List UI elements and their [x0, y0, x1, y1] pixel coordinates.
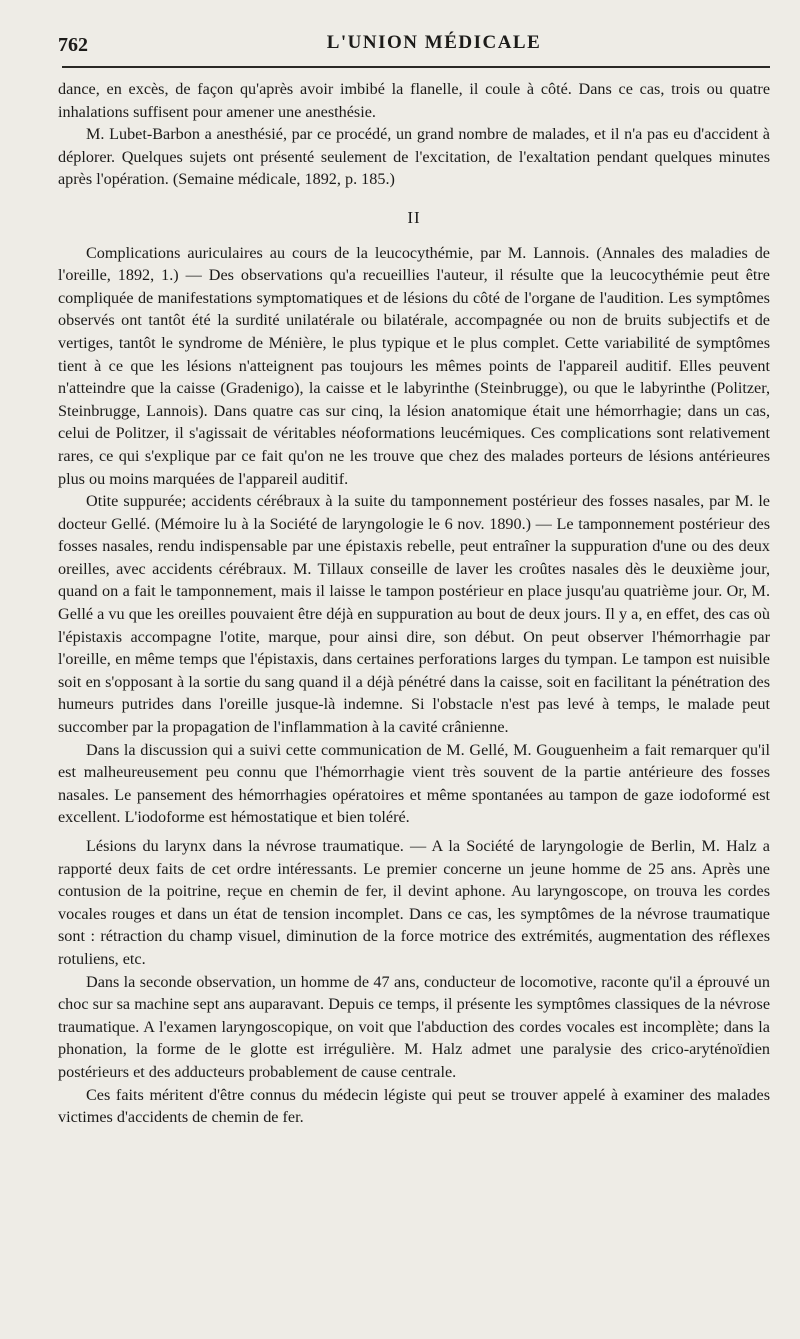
- paragraph-4: Otite suppurée; accidents cérébraux à la suite du tamponnement postérieur des fosses nasales, par M. le docteur Gellé. (Mémoire lu à la Société de laryngologie le 6 nov. 1890.) — Le tamponnement postérieur des fosses nasales, rendu indispensable par une épistaxis rebelle, peut entraîner la suppuration d'une ou des deux oreilles, avec accidents cérébraux. M. Tillaux conseille de laver les croûtes nasales dès le deuxième jour, quand on a fait le tamponnement, mais il laisse le tampon postérieur en place jusqu'au quatrième jour. Or, M. Gellé a vu que les oreilles pouvaient être déjà en suppuration au bout de deux jours. Il y a, en effet, des cas où l'épistaxis accompagne l'otite, marque, pour ainsi dire, son début. On peut observer l'hémorrhagie par l'oreille, en même temps que l'épistaxis, dans certaines perforations larges du tympan. Le tampon est nuisible soit en s'opposant à la sortie du sang quand il a déjà pénétré dans la caisse, soit en facilitant la pénétration des humeurs putrides dans l'oreille jusque-là indemne. Si l'obstacle n'est pas levé à temps, le malade peut succomber par la propagation de l'inflammation à la cavité crânienne.: [58, 492, 770, 737]
- body-text: [58, 78, 770, 1129]
- page-number: 762: [58, 34, 88, 56]
- running-head: L'UNION MÉDICALE: [326, 32, 542, 53]
- paragraph-1: dance, en excès, de façon qu'après avoir imbibé la flanelle, il coule à côté. Dans ce cas, trois ou quatre inhalations suffisent pour amener une anesthésie.: [58, 80, 770, 121]
- page-header: [58, 28, 770, 62]
- paragraph-5: Dans la discussion qui a suivi cette communication de M. Gellé, M. Gouguenheim a fait remarquer qu'il est malheureusement peu connu que l'hémorrhagie vient très souvent de la partie antérieure des fosses nasales. Le pansement des hémorrhagies opératoires et même spontanées au tampon de gaze iodoformé est excellent. L'iodoforme est hémostatique et bien toléré.: [58, 740, 770, 827]
- paragraph-7: Dans la seconde observation, un homme de 47 ans, conducteur de locomotive, raconte qu'il a éprouvé un choc sur sa machine sept ans auparavant. Depuis ce temps, il présente les symptômes classiques de la névrose traumatique. A l'examen laryngoscopique, on voit que l'abduction des cordes vocales est incomplète; dans la phonation, la forme de le glotte est irrégulière. M. Halz admet une paralysie des crico-aryténoïdien postérieurs et des adducteurs probablement de cause centrale.: [58, 972, 770, 1081]
- paragraph-3: Complications auriculaires au cours de la leucocythémie, par M. Lannois. (Annales des maladies de l'oreille, 1892, 1.) — Des observations qu'a recueillies l'auteur, il résulte que la leucocythémie peut être compliquée de manifestations symptomatiques et de lésions du côté de l'organe de l'audition. Les symptômes observés ont tantôt été la surdité unilatérale ou bilatérale, accompagnée ou non de bruits subjectifs et de vertiges, tantôt le syndrome de Ménière, le plus typique et le plus complet. Cette variabilité de symptômes tient à ce que les lésions n'atteignent pas toujours les mêmes points de l'appareil auditif. Elles peuvent n'atteindre que la caisse (Gradenigo), la caisse et le labyrinthe (Steinbrugge), ou que le labyrinthe (Politzer, Steinbrugge, Lannois). Dans quatre cas sur cinq, la lésion anatomique était une hémorrhagie; dans un cas, celui de Politzer, il s'agissait de véritables néoformations leucémiques. Ces complications sont relativement rares, ce qui s'explique par ce fait qu'on ne les trouve que chez des malades porteurs de lésions antérieures plus ou moins marquées de l'appareil auditif.: [58, 243, 770, 488]
- section-number: II: [407, 207, 421, 227]
- header-rule: [62, 66, 770, 68]
- paragraph-2: M. Lubet-Barbon a anesthésié, par ce procédé, un grand nombre de malades, et il n'a pas eu d'accident à déplorer. Quelques sujets ont présenté seulement de l'excitation, de l'exaltation pendant quelques minutes après l'opération. (Semaine médicale, 1892, p. 185.): [58, 125, 770, 189]
- paragraph-6: Lésions du larynx dans la névrose traumatique. — A la Société de laryngologie de Berlin, M. Halz a rapporté deux faits de cet ordre intéressants. Le premier concerne un jeune homme de 25 ans. Après une contusion de la poitrine, reçue en chemin de fer, il devint aphone. Au laryngoscope, on trouva les cordes vocales rouges et dans un état de tension incomplet. Dans ce cas, les symptômes de la névrose traumatique sont : rétraction du champ visuel, diminution de la force motrice des extrémités, augmentation des réflexes rotuliens, etc.: [58, 837, 770, 968]
- paragraph-8: Ces faits méritent d'être connus du médecin légiste qui peut se trouver appelé à examiner des malades victimes d'accidents de chemin de fer.: [58, 1085, 770, 1127]
